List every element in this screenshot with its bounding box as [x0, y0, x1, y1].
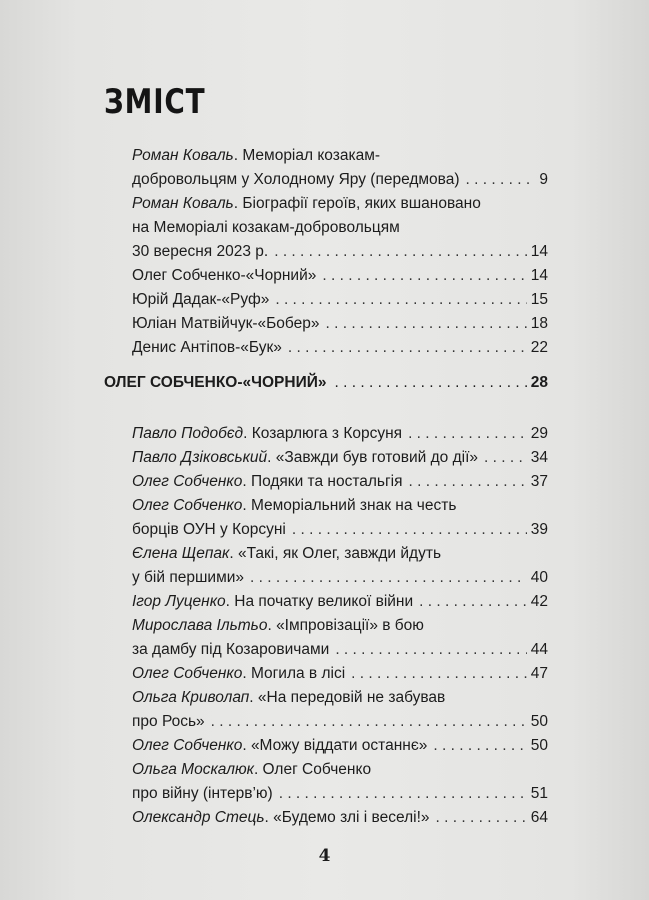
toc-entry-text [132, 712, 205, 732]
dot-leader [484, 448, 527, 468]
toc-entry-author: Олег Собченко [132, 665, 243, 682]
toc-entry-title: Юрій Дадак-«Руф» [132, 291, 270, 308]
dot-leader [351, 664, 527, 684]
dot-leader [408, 472, 526, 492]
toc-entry [132, 146, 548, 166]
toc-entry-page: 47 [530, 665, 548, 682]
toc-entry-page: 50 [530, 713, 548, 730]
dot-leader [335, 640, 526, 660]
toc-entry-title: Юліан Матвійчук-«Бобер» [132, 315, 320, 332]
toc-entry [132, 712, 548, 732]
toc-entry [132, 592, 548, 612]
toc-entry-title: . Біографії героїв, яких вшановано [233, 195, 481, 212]
toc-entry-page: 39 [530, 521, 548, 538]
toc-entry-page: 14 [530, 243, 548, 260]
dot-leader [288, 338, 527, 358]
toc-entry [132, 736, 548, 756]
toc-entry-title: у бій першими» [132, 569, 245, 586]
toc-entry-title: за дамбу під Козаровичами [132, 641, 330, 658]
toc-entry-page: 14 [530, 267, 548, 284]
section-title: ОЛЕГ СОБЧЕНКО-«ЧОРНИЙ» [104, 374, 327, 391]
toc-entry-title: . Меморіал козакам- [233, 147, 381, 164]
toc-entry-text [132, 448, 478, 468]
toc-entry-page: 51 [530, 785, 548, 802]
toc-entry-page: 44 [530, 641, 548, 658]
toc-entry-page: 22 [530, 339, 548, 356]
toc-entry-page: 40 [530, 569, 548, 586]
toc-entry-author: Роман Коваль [132, 147, 234, 164]
toc-entry-author: Ольга Криволап [132, 689, 250, 706]
toc-entry-title: . Меморіальний знак на честь [242, 497, 457, 514]
toc-entry-text [132, 314, 319, 334]
toc-entry-text [132, 218, 400, 238]
toc-entry-author: Олександр Стець [132, 809, 265, 826]
toc-entry-title: Денис Антіпов-«Бук» [132, 339, 282, 356]
toc-entry-text [132, 194, 481, 214]
toc-entry [132, 760, 548, 780]
toc-entry-page: 50 [530, 737, 548, 754]
toc-entry-title: про Рось» [132, 713, 205, 730]
dot-leader [433, 736, 526, 756]
toc-entry [132, 640, 548, 660]
toc-entry [132, 808, 548, 828]
toc-entry-title: 30 вересня 2023 р. [132, 243, 269, 260]
toc-entry-page: 34 [530, 449, 548, 466]
toc-entry-text [132, 616, 424, 636]
toc-entry-author: Ольга Москалюк [132, 761, 254, 778]
dot-leader [250, 568, 527, 588]
toc-entry-page: 18 [530, 315, 548, 332]
toc-entry [132, 784, 548, 804]
toc-entry-page: 37 [530, 473, 548, 490]
toc-entry-title: . Олег Собченко [253, 761, 372, 778]
toc-entry-text [132, 472, 402, 492]
toc-entry [132, 664, 548, 684]
toc-entry-text [132, 520, 286, 540]
toc-entry-title: . «Будемо злі і веселі!» [264, 809, 430, 826]
dot-leader [211, 712, 527, 732]
toc-entry-page: 15 [530, 291, 548, 308]
section-page: 28 [530, 374, 548, 391]
toc-entry-title: на Меморіалі козакам-добровольцям [132, 219, 400, 236]
toc-entry-text [132, 266, 316, 286]
toc-entry-text [132, 290, 269, 310]
toc-entry-title: . «Такі, як Олег, завжди йдуть [229, 545, 442, 562]
toc-entry-text [132, 808, 430, 828]
toc-entry [132, 496, 548, 516]
toc-entry-author: Павло Подобєд [132, 425, 244, 442]
toc-entry-text [132, 242, 268, 262]
toc-entry [132, 290, 548, 310]
toc-entry-title: . На початку великої війни [225, 593, 414, 610]
dot-leader [275, 290, 526, 310]
toc-entry-text [132, 338, 282, 358]
toc-entry-title: добровольцям у Холодному Яру (передмова) [132, 171, 460, 188]
toc-entry-author: Єлена Щепак [132, 545, 230, 562]
toc-entry [132, 266, 548, 286]
toc-entry-text [132, 640, 329, 660]
toc-entry-title: борців ОУН у Корсуні [132, 521, 286, 538]
toc-entry-title: Олег Собченко-«Чорний» [132, 267, 317, 284]
toc-entry-text [132, 592, 413, 612]
toc-entry [132, 520, 548, 540]
page-number: 4 [318, 846, 331, 866]
page-title: ЗМІСТ [104, 82, 206, 122]
toc-entry [132, 338, 548, 358]
toc-entry-author: Павло Дзіковський [132, 449, 268, 466]
toc-entry-author: Олег Собченко [132, 473, 243, 490]
toc-entry [132, 568, 548, 588]
toc-entry-text [132, 424, 402, 444]
toc-entry-page: 29 [530, 425, 548, 442]
toc-entry-text [132, 664, 345, 684]
toc-entry [132, 448, 548, 468]
dot-leader [322, 266, 526, 286]
toc-entry-title: . Подяки та ностальгія [242, 473, 403, 490]
toc-entry-text [132, 146, 380, 166]
toc-entry-author: Ігор Луценко [132, 593, 226, 610]
toc-entry-text [132, 568, 244, 588]
toc-entry-text [132, 496, 456, 516]
toc-entry [132, 424, 548, 444]
toc-entry [132, 194, 548, 214]
toc-entry-author: Олег Собченко [132, 737, 243, 754]
toc-entry-title: . Козарлюга з Корсуня [243, 425, 403, 442]
toc-entry-page: 64 [530, 809, 548, 826]
toc-entry-title: . «Імпровізації» в бою [267, 617, 424, 634]
dot-leader [466, 170, 536, 190]
toc-entry-text [132, 170, 460, 190]
toc-entry-text [132, 688, 445, 708]
toc-entry-text [132, 784, 273, 804]
toc-entry [132, 170, 548, 190]
toc-entry-text [132, 736, 427, 756]
toc-entry [132, 544, 548, 564]
toc-entry-author: Олег Собченко [132, 497, 243, 514]
section-heading [104, 374, 548, 392]
toc-entry [132, 218, 548, 238]
toc-entry [132, 242, 548, 262]
toc-entry-author: Роман Коваль [132, 195, 234, 212]
toc-entry-text [132, 544, 441, 564]
toc-entry-page: 9 [539, 171, 548, 188]
toc-entry [132, 472, 548, 492]
toc-entry-title: . «На передовій не забував [249, 689, 446, 706]
dot-leader [408, 424, 527, 444]
toc-entry-title: . «Завжди був готовий до дії» [267, 449, 479, 466]
dot-leader [325, 314, 526, 334]
dot-leader [279, 784, 527, 804]
dot-leader [274, 242, 527, 262]
toc-entry-title: . Могила в лісі [242, 665, 346, 682]
dot-leader [436, 808, 527, 828]
toc-entry-author: Мирослава Ільтьо [132, 617, 268, 634]
toc-entry-text [132, 760, 371, 780]
toc-entry-title: . «Можу віддати останнє» [242, 737, 428, 754]
toc-entry [132, 688, 548, 708]
toc-entry [132, 314, 548, 334]
toc-entry [132, 616, 548, 636]
dot-leader [292, 520, 527, 540]
toc-entry-page: 42 [530, 593, 548, 610]
dot-leader [335, 374, 527, 392]
toc-entry-title: про війну (інтерв’ю) [132, 785, 273, 802]
dot-leader [419, 592, 527, 612]
